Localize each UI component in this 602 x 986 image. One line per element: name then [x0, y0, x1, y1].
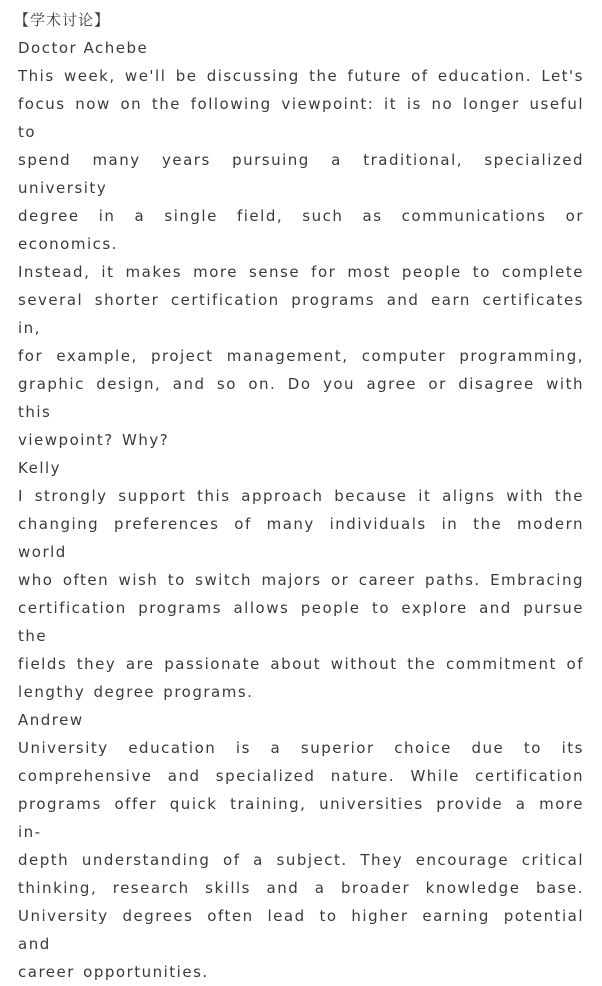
student-name-kelly: Kelly — [18, 459, 62, 477]
andrew-post — [18, 734, 584, 986]
professor-line: viewpoint? Why? — [18, 431, 170, 449]
andrew-line: comprehensive and specialized nature. While certification — [18, 767, 584, 785]
andrew-line: career opportunities. — [18, 963, 209, 981]
kelly-line: lengthy degree programs. — [18, 683, 254, 701]
professor-line: This week, we'll be discussing the future of education. Let's — [18, 67, 584, 85]
professor-line: for example, project management, computer programming, — [18, 347, 584, 365]
professor-line: several shorter certification programs and earn certificates in, — [18, 291, 584, 337]
professor-line: Instead, it makes more sense for most people to complete — [18, 263, 584, 281]
andrew-line: University degrees often lead to higher earning potential and — [18, 907, 584, 953]
professor-post — [18, 62, 584, 454]
kelly-line: fields they are passionate about without the commitment of — [18, 655, 584, 673]
kelly-post — [18, 482, 584, 706]
kelly-line: certification programs allows people to explore and pursue the — [18, 599, 584, 645]
kelly-line: changing preferences of many individuals in the modern world — [18, 515, 584, 561]
andrew-line: University education is a superior choice due to its — [18, 739, 584, 757]
section-label: 【学术讨论】 — [14, 11, 111, 29]
student-name-andrew: Andrew — [18, 711, 84, 729]
kelly-line: who often wish to switch majors or career paths. Embracing — [18, 571, 584, 589]
andrew-line: depth understanding of a subject. They encourage critical — [18, 851, 584, 869]
professor-name: Doctor Achebe — [18, 39, 149, 57]
professor-line: spend many years pursuing a traditional, specialized university — [18, 151, 584, 197]
professor-line: graphic design, and so on. Do you agree or disagree with this — [18, 375, 584, 421]
andrew-line: programs offer quick training, universities provide a more in- — [18, 795, 584, 841]
professor-line: degree in a single field, such as communications or economics. — [18, 207, 584, 253]
kelly-line: I strongly support this approach because it aligns with the — [18, 487, 584, 505]
andrew-line: thinking, research skills and a broader knowledge base. — [18, 879, 584, 897]
professor-line: focus now on the following viewpoint: it is no longer useful to — [18, 95, 584, 141]
